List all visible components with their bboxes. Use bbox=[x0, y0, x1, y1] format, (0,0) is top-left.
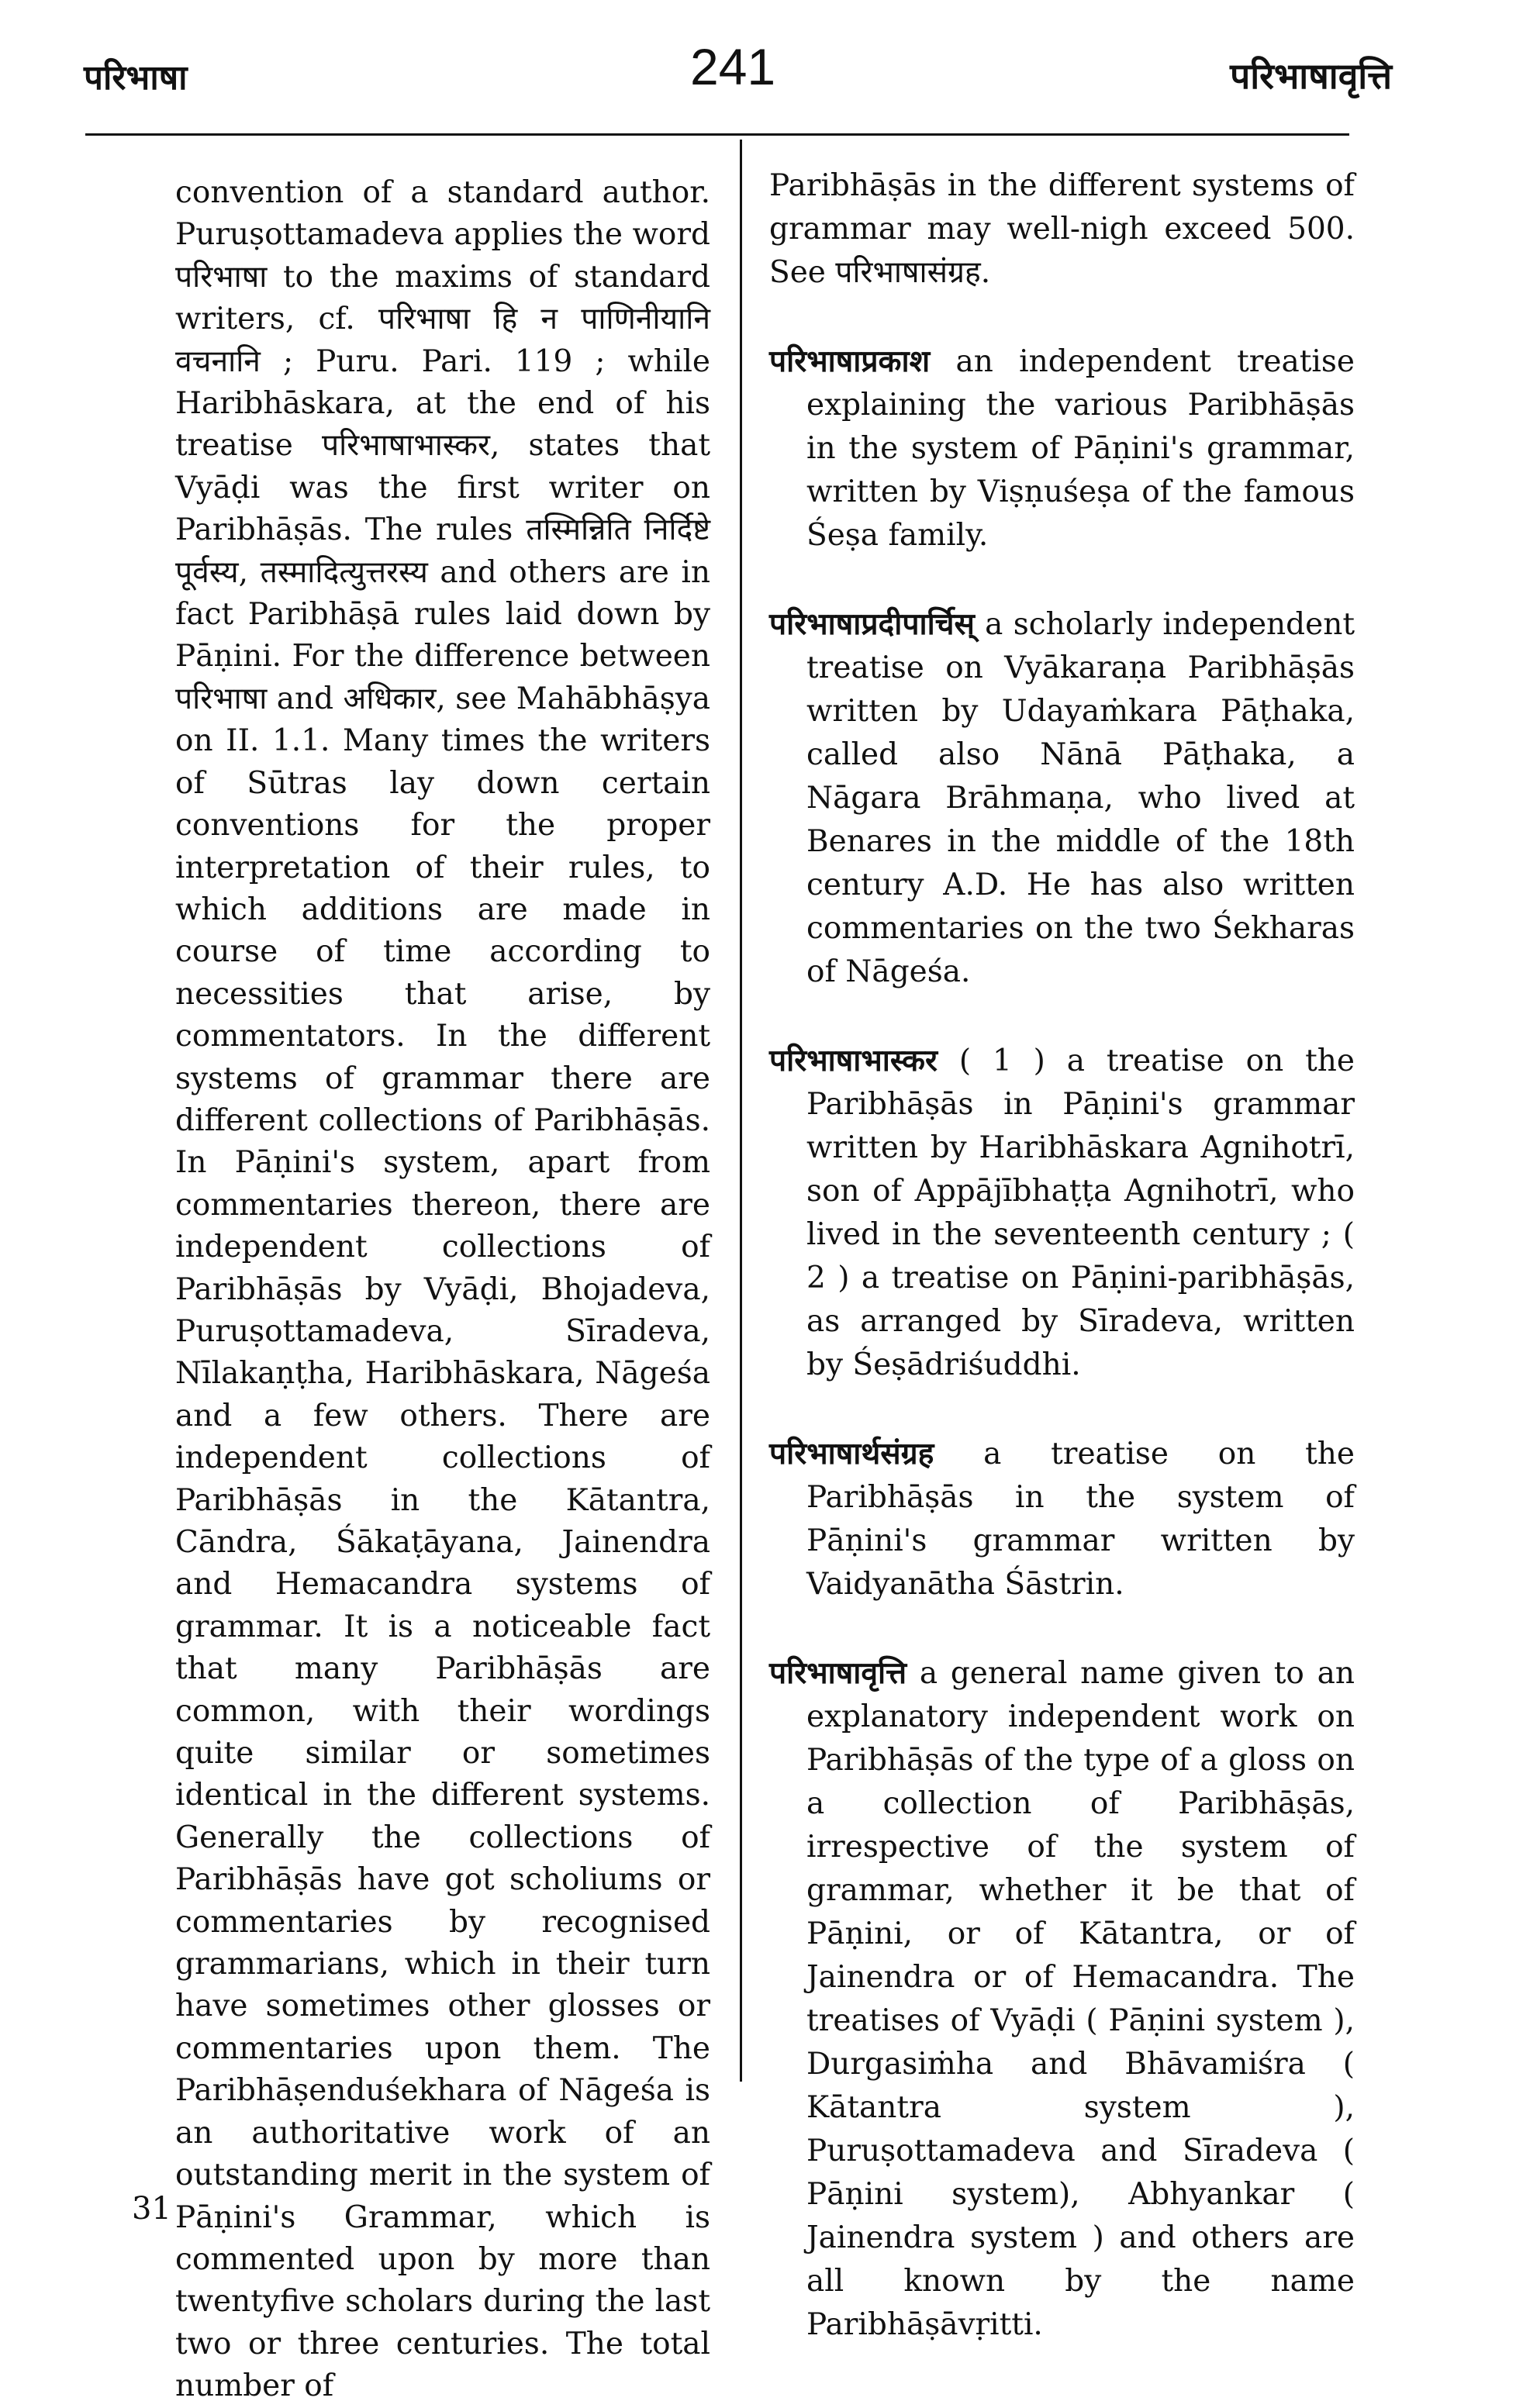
left-column-text: convention of a standard author. Puruṣottamadeva applies the word परिभाषा to the maxims of standard writers, cf. परिभाषा हि न पाणिनीयानि वचनानि ; Puru. Pari. 119 ; while Haribhāskara, at the end of his treatise परिभाषाभास्कर, states that Vyāḍi was the first writer on Paribhāṣās. The rules तस्मिन्निति निर्दिष्टे पूर्वस्य, तस्मादित्युत्तरस्य and others are in fact Paribhāṣā rules laid down by Pāṇini. For the difference between परिभाषा and अधिकार, see Mahābhāṣya on II. 1.1. Many times the writers of Sūtras lay down certain conventions for the proper interpretation of their rules, to which additions are made in course of time according to necessities that arise, by commentators. In the different systems of grammar there are different collections of Paribhāṣās. In Pāṇini's system, apart from commentaries thereon, there are independent collections of Paribhāṣās by Vyāḍi, Bhojadeva, Puruṣottamadeva, Sīradeva, Nīlakaṇṭha, Haribhāskara, Nāgeśa and a few others. There are independent collections of Paribhāṣās in the Kātantra, Cāndra, Śākaṭāyana, Jainendra and Hemacandra systems of grammar. It is a noticeable fact that many Paribhāṣās are common, with their wordings quite similar or sometimes identical in the different systems. Generally the collections of Paribhāṣās have got scholiums or commentaries by recognised grammarians, which in their turn have sometimes other glosses or commentaries upon them. The Paribhāṣenduśekhara of Nāgeśa is an authoritative work of an outstanding merit in the system of Pāṇini's Grammar, which is commented upon by more than twentyfive scholars during the last two or three centuries. The total number of bbox=[175, 175, 710, 2404]
entry-text: a general name given to an explanatory independent work on Paribhāṣās of the type of a gloss on a collection of Paribhāṣās, irrespective of the system of grammar, whether it be that of Pāṇini, or of Kātantra, or of Jainendra or of Hemacandra. The treatises of Vyāḍi ( Pāṇini system ), Durgasiṁha and Bhāvamiśra ( Kātantra system ), Puruṣottamadeva and Sīradeva ( Pāṇini system), Abhyankar ( Jainendra system ) and others are all known by the name Paribhāṣāvṛitti. bbox=[806, 1656, 1355, 2342]
entry-headword: परिभाषार्थसंग्रह bbox=[769, 1436, 934, 1471]
dictionary-entry bbox=[769, 1432, 1355, 1606]
entry-text: a treatise on the Paribhāṣās in the system of Pāṇini's grammar written by Vaidyanātha Śāstrin. bbox=[806, 1437, 1355, 1602]
right-column bbox=[769, 164, 1355, 2392]
page-header bbox=[0, 0, 1516, 140]
continuation-text: Paribhāṣās in the different systems of grammar may well-nigh exceed 500. See परिभाषासंग्रह. bbox=[769, 168, 1355, 290]
signature-mark: 31 bbox=[132, 2191, 171, 2227]
dictionary-entry bbox=[769, 1039, 1355, 1387]
entry-text: a scholarly independent treatise on Vyākaraṇa Paribhāṣās written by Udayaṁkara Pāṭhaka, called also Nānā Pāṭhaka, a Nāgara Brāhmaṇa, who lived at Benares in the middle of the 18th century A.D. He has also written commentaries on the two Śekharas of Nāgeśa. bbox=[806, 607, 1355, 989]
dictionary-entry bbox=[769, 340, 1355, 557]
entry-headword: परिभाषाप्रकाश bbox=[769, 343, 931, 379]
running-head-right: परिभाषावृत्ति bbox=[1230, 55, 1392, 97]
entry-text: an independent treatise explaining the various Paribhāṣās in the system of Pāṇini's grammar, written by Viṣṇuśeṣa of the famous Śeṣa family. bbox=[806, 344, 1355, 553]
entry-headword: परिभाषावृत्ति bbox=[769, 1655, 907, 1691]
header-rule bbox=[85, 133, 1349, 136]
dictionary-entry bbox=[769, 1651, 1355, 2347]
running-head-left: परिभाषा bbox=[84, 58, 188, 98]
entry-text: ( 1 ) a treatise on the Paribhāṣās in Pāṇini's grammar written by Haribhāskara Agnihotrī, son of Appājībhaṭṭa Agnihotrī, who lived in the seventeenth century ; ( 2 ) a treatise on Pāṇini-paribhāṣās, as arranged by Sīradeva, written by Śeṣādriśuddhi. bbox=[806, 1044, 1355, 1382]
entry-headword: परिभाषाभास्कर bbox=[769, 1043, 938, 1078]
page-number: 241 bbox=[690, 38, 776, 95]
column-divider bbox=[740, 140, 742, 2082]
dictionary-entry bbox=[769, 602, 1355, 994]
entry-headword: परिभाषाप्रदीपार्चिस् bbox=[769, 606, 975, 642]
left-column bbox=[175, 172, 710, 2408]
